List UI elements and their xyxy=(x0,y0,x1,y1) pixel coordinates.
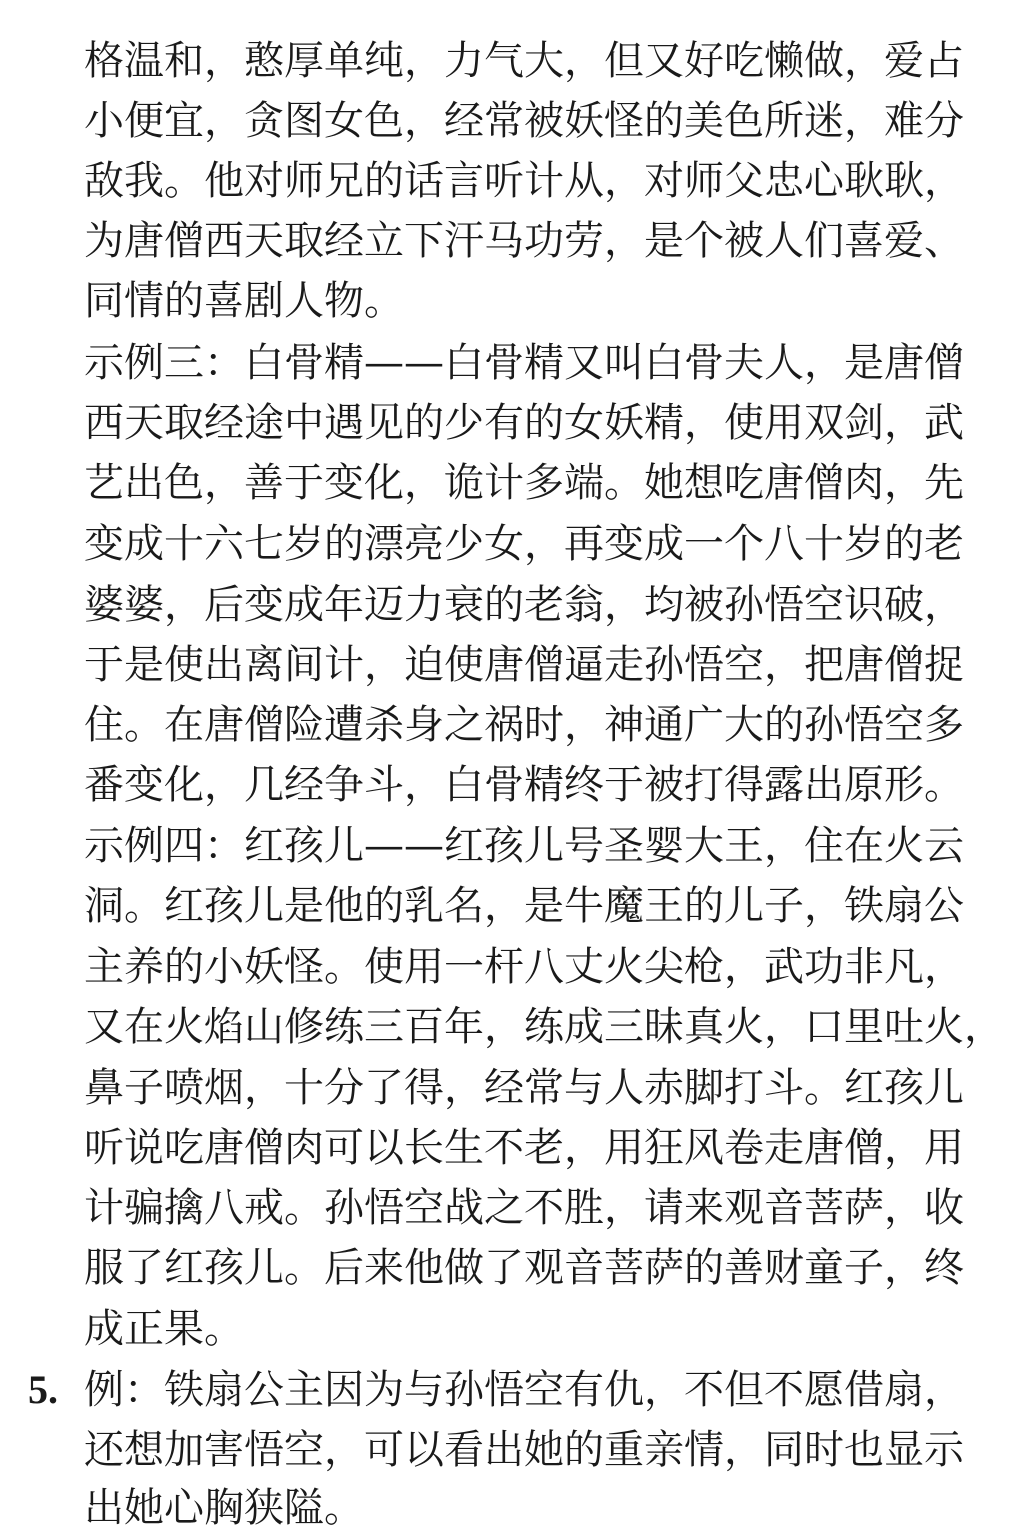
example-three-heading-line: 示例三：白骨精——白骨精又叫白骨夫人，是唐僧 xyxy=(84,340,964,386)
text-line: 洞。红孩儿是他的乳名，是牛魔王的儿子，铁扇公 xyxy=(84,883,964,929)
text-line: 主养的小妖怪。使用一杆八丈火尖枪，武功非凡， xyxy=(84,944,964,990)
text-line: 艺出色，善于变化，诡计多端。她想吃唐僧肉，先 xyxy=(84,460,964,506)
text-line: 小便宜，贪图女色，经常被妖怪的美色所迷，难分 xyxy=(84,98,964,144)
text-line: 变成十六七岁的漂亮少女，再变成一个八十岁的老 xyxy=(84,521,964,567)
text-line: 鼻子喷烟，十分了得，经常与人赤脚打斗。红孩儿 xyxy=(84,1065,964,1111)
text-line: 敌我。他对师兄的话言听计从，对师父忠心耿耿， xyxy=(84,158,964,204)
text-line: 还想加害悟空，可以看出她的重亲情，同时也显示 xyxy=(84,1427,964,1473)
text-line: 于是使出离间计，迫使唐僧逼走孙悟空，把唐僧捉 xyxy=(84,642,964,688)
text-line: 出她心胸狭隘。 xyxy=(84,1485,364,1531)
text-line: 成正果。 xyxy=(84,1306,244,1352)
text-line: 西天取经途中遇见的少有的女妖精，使用双剑，武 xyxy=(84,400,964,446)
text-line: 番变化，几经争斗，白骨精终于被打得露出原形。 xyxy=(84,762,964,808)
text-line: 格温和，憨厚单纯，力气大，但又好吃懒做，爱占 xyxy=(84,38,964,84)
item-number: 5. xyxy=(28,1367,58,1412)
text-line: 住。在唐僧险遭杀身之祸时，神通广大的孙悟空多 xyxy=(84,702,964,748)
text-line: 计骗擒八戒。孙悟空战之不胜，请来观音菩萨，收 xyxy=(84,1185,964,1231)
text-line: 同情的喜剧人物。 xyxy=(84,278,404,324)
text-line: 听说吃唐僧肉可以长生不老，用狂风卷走唐僧，用 xyxy=(84,1125,964,1171)
answer-five-line: 例：铁扇公主因为与孙悟空有仇，不但不愿借扇， xyxy=(84,1367,964,1413)
example-four-heading-line: 示例四：红孩儿——红孩儿号圣婴大王，住在火云 xyxy=(84,823,964,869)
text-line: 服了红孩儿。后来他做了观音菩萨的善财童子，终 xyxy=(84,1245,964,1291)
text-line: 婆婆，后变成年迈力衰的老翁，均被孙悟空识破， xyxy=(84,582,964,628)
text-line: 又在火焰山修练三百年，练成三昧真火，口里吐火， xyxy=(84,1004,1004,1050)
text-line: 为唐僧西天取经立下汗马功劳，是个被人们喜爱、 xyxy=(84,218,964,264)
